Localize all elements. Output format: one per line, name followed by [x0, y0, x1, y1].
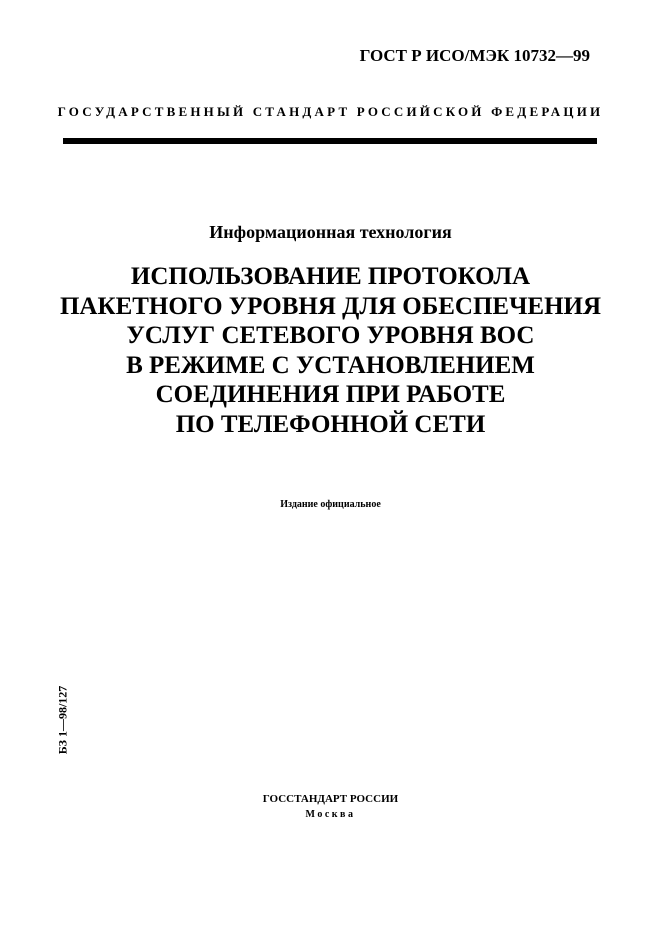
edition-label: Издание официальное [280, 499, 381, 510]
title-line: ПО ТЕЛЕФОННОЙ СЕТИ [175, 410, 486, 438]
publication-city: Москва [305, 809, 356, 820]
title-line: СОЕДИНЕНИЯ ПРИ РАБОТЕ [155, 381, 506, 408]
header-divider [63, 138, 597, 144]
publisher: ГОССТАНДАРТ РОССИИ [262, 793, 399, 805]
title-line: ИСПОЛЬЗОВАНИЕ ПРОТОКОЛА [130, 263, 531, 290]
title-line: ПАКЕТНОГО УРОВНЯ ДЛЯ ОБЕСПЕЧЕНИЯ [59, 292, 602, 320]
title-line: В РЕЖИМЕ С УСТАНОВЛЕНИЕМ [126, 351, 535, 379]
standard-code: ГОСТ Р ИСО/МЭК 10732—99 [359, 46, 590, 65]
document-title [0, 262, 661, 439]
organization-header: ГОСУДАРСТВЕННЫЙ СТАНДАРТ РОССИЙСКОЙ ФЕДЕРАЦИИ [57, 104, 604, 119]
document-subtitle: Информационная технология [209, 222, 452, 242]
title-line: УСЛУГ СЕТЕВОГО УРОВНЯ ВОС [126, 322, 535, 349]
catalog-number-text: БЗ 1—98/127 [55, 685, 70, 755]
